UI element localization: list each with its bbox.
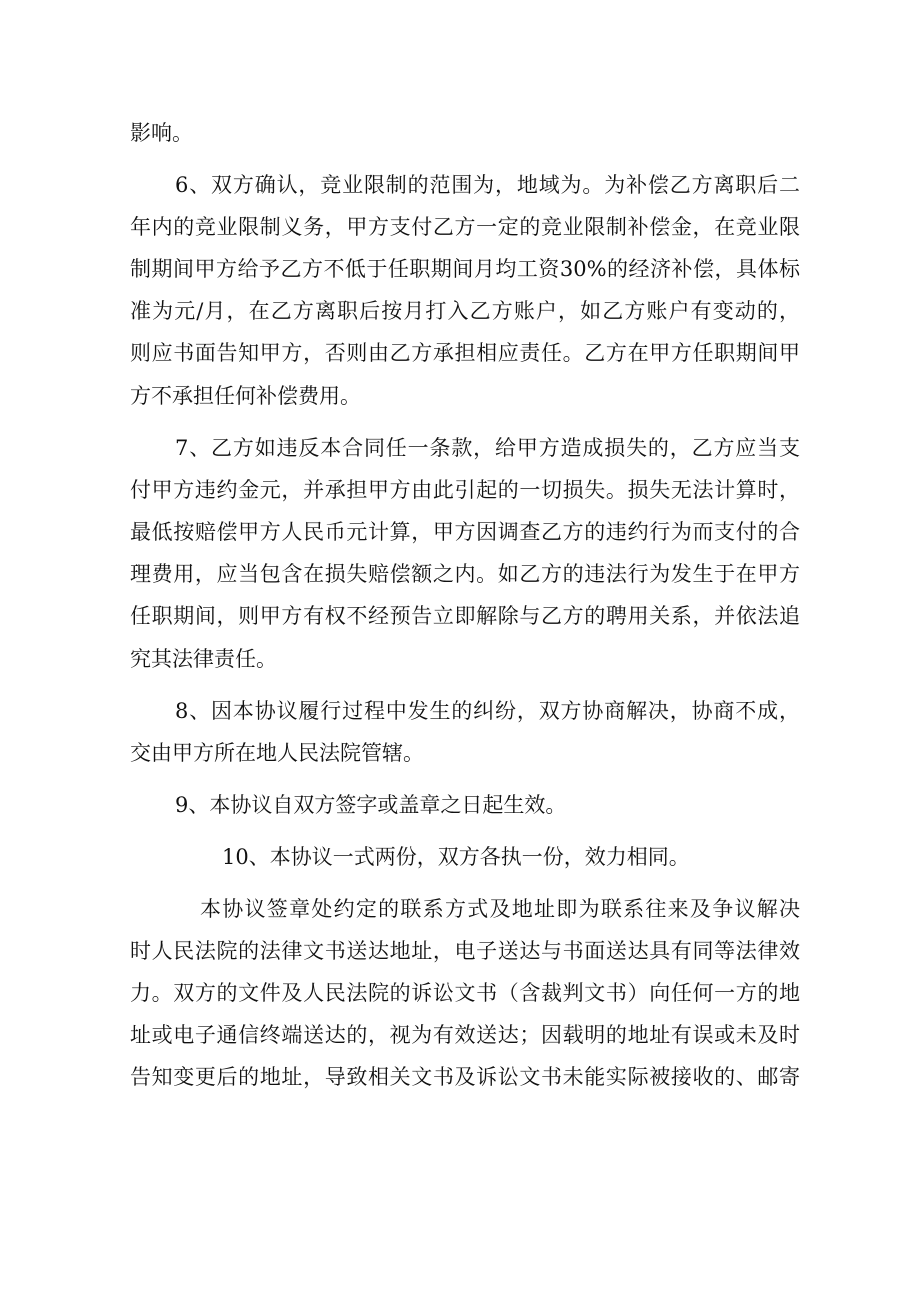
clause-7-line: 究其法律责任。	[130, 647, 277, 671]
service-clause-line: 告知变更后的地址，导致相关文书及诉讼文书未能实际被接收的、邮寄	[130, 1065, 800, 1089]
clause-7-line: 理费用，应当包含在损失赔偿额之内。如乙方的违法行为发生于在甲方	[130, 562, 800, 586]
clause-6-line: 方不承担任何补偿费用。	[130, 384, 361, 408]
clause-6-line: 年内的竞业限制义务，甲方支付乙方一定的竞业限制补偿金，在竞业限	[130, 215, 800, 239]
clause-8-line: 交由甲方所在地人民法院管辖。	[130, 741, 424, 765]
service-clause-line: 本协议签章处约定的联系方式及地址即为联系往来及争议解决	[200, 897, 800, 921]
clause-7-line: 任职期间，则甲方有权不经预告立即解除与乙方的聘用关系，并依法追	[130, 604, 800, 628]
clause-6-line: 6、双方确认，竞业限制的范围为，地域为。为补偿乙方离职后二	[175, 173, 800, 197]
clause-7-line: 付甲方违约金元，并承担甲方由此引起的一切损失。损失无法计算时，	[130, 478, 800, 502]
service-clause-line: 力。双方的文件及人民法院的诉讼文书（含裁判文书）向任何一方的地	[130, 981, 800, 1005]
clause-8-line: 8、因本协议履行过程中发生的纠纷，双方协商解决，协商不成，	[175, 699, 800, 723]
service-clause-line: 时人民法院的法律文书送达地址，电子送达与书面送达具有同等法律效	[130, 939, 800, 963]
clause-6-line: 制期间甲方给予乙方不低于任职期间月均工资30%的经济补偿，具体标	[130, 257, 800, 281]
clause-10-line: 10、本协议一式两份，双方各执一份，效力相同。	[222, 845, 690, 869]
clause-6-line: 则应书面告知甲方，否则由乙方承担相应责任。乙方在甲方任职期间甲	[130, 341, 800, 365]
clause-7-line: 7、乙方如违反本合同任一条款，给甲方造成损失的，乙方应当支	[175, 436, 800, 460]
clause-9-line: 9、本协议自双方签字或盖章之日起生效。	[175, 793, 567, 817]
service-clause-line: 址或电子通信终端送达的，视为有效送达；因载明的地址有误或未及时	[130, 1023, 800, 1047]
clause-6-line: 准为元/月，在乙方离职后按月打入乙方账户，如乙方账户有变动的，	[130, 299, 800, 323]
clause-7-line: 最低按赔偿甲方人民币元计算，甲方因调查乙方的违约行为而支付的合	[130, 520, 800, 544]
text-line: 影响。	[130, 121, 193, 145]
